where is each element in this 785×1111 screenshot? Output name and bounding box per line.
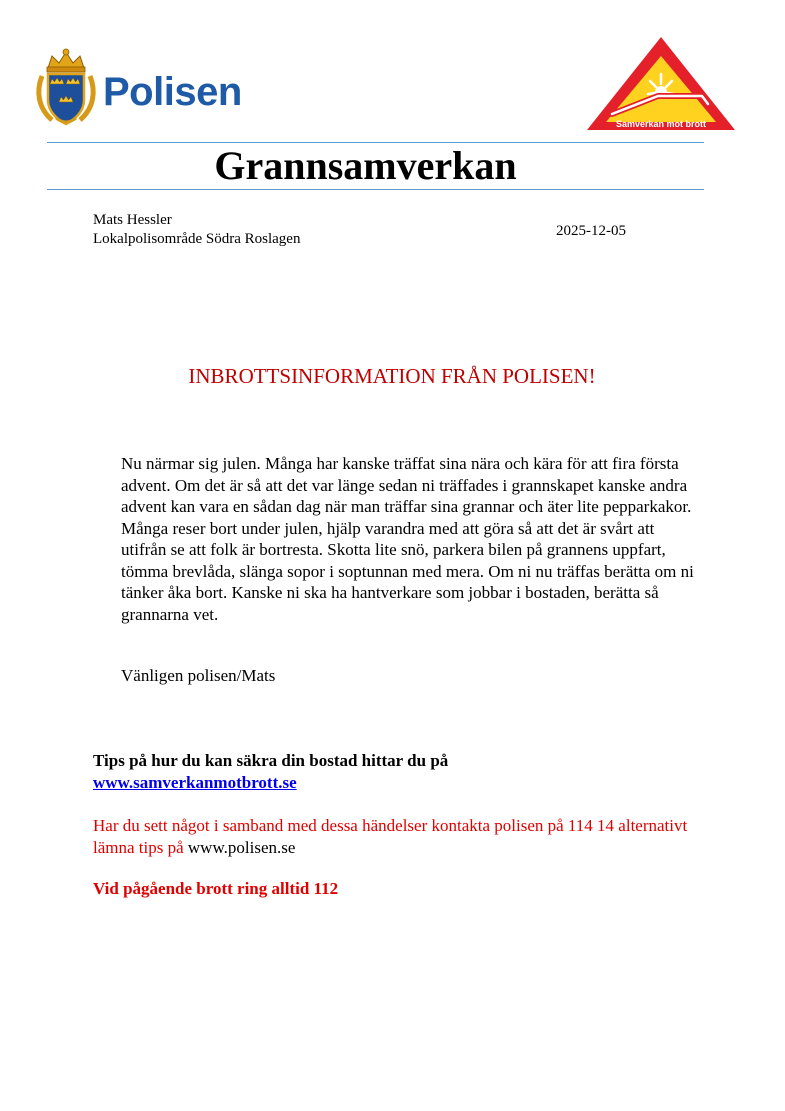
emergency-notice: Vid pågående brott ring alltid 112 [93,879,339,898]
tips-block [93,750,693,794]
author-block [93,211,300,249]
signoff: Vänligen polisen/Mats [121,666,276,685]
bottom-rule [47,189,704,190]
samverkan-link[interactable]: www.samverkanmotbrott.se [93,773,297,792]
contact-block [93,815,713,859]
document-date: 2025-12-05 [556,223,626,239]
contact-text: Har du sett något i samband med dessa händelser kontakta polisen på 114 14 alternativt lämna tips på [93,816,688,857]
tips-text: Tips på hur du kan säkra din bostad hittar du på [93,751,449,770]
partner-logo-text: Samverkan mot brott [615,119,707,129]
author-unit: Lokalpolisområde Södra Roslagen [93,231,301,247]
swedish-police-crest-icon [34,46,98,128]
police-website: www.polisen.se [187,838,296,857]
page-title: Grannsamverkan [214,143,517,188]
author-name: Mats Hessler [93,212,172,228]
body-paragraph: Nu närmar sig julen. Många har kanske träffat sina nära och kära för att fira första advent. Om det är så att det var länge sedan ni träffades i grannskapet kanske andra advent kan vara en sådan dag när man träffar sina grannar och äter lite pepparkakor. Många reser bort under julen, hjälp varandra med att göra så att det är svårt att utifrån se att folk är bortresta. Skotta lite snö, parkera bilen på grannens uppfart, tömma brevlåda, slänga sopor i soptunnan med mera. Om ni nu träffas berätta om ni tänker åka bort. Kanske ni ska ha hantverkare som jobbar i bostaden, berätta så grannarna vet. [121,454,694,624]
crowbar-warning-triangle-icon [584,34,738,132]
police-wordmark: Polisen [103,70,242,114]
notice-heading: INBROTTSINFORMATION FRÅN POLISEN! [188,364,596,388]
